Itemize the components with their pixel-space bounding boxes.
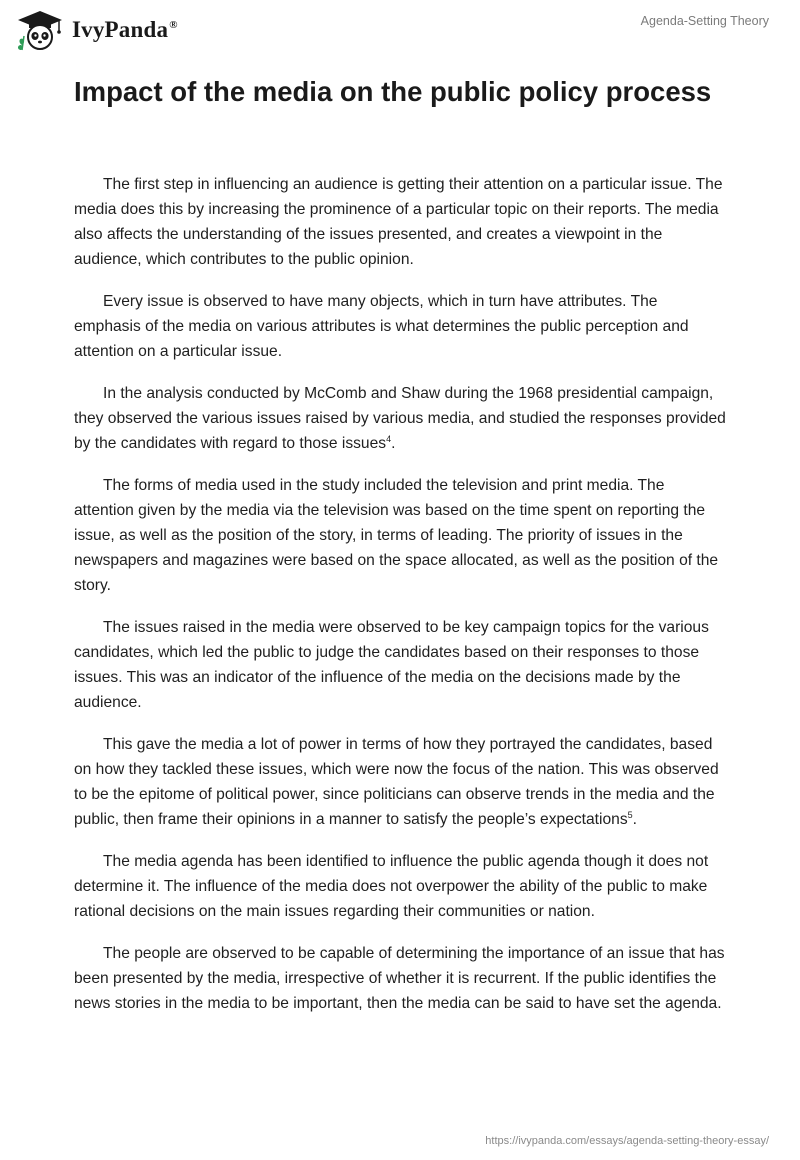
- brand-name: IvyPanda®: [72, 17, 178, 42]
- page-header: [0, 0, 800, 60]
- paragraph: The people are observed to be capable of determining the importance of an issue that has been presented by the media, irrespective of whether it is recurrent. If the public identifies the news stories in the media to be important, then the media can be said to have set the agenda.: [74, 945, 725, 1012]
- paragraph: The issues raised in the media were observed to be key campaign topics for the various candidates, which led the public to judge the candidates based on their responses to those issues. This was an indicator of the influence of the media on the decisions made by the audience.: [74, 619, 709, 711]
- document-title: Agenda-Setting Theory: [640, 14, 769, 28]
- paragraph: This gave the media a lot of power in terms of how they portrayed the candidates, based on how they tackled these issues, which were now the focus of the nation. This was observed to be the epitome of political power, since politicians can observe trends in the media and the public, then frame their opinions in a manner to satisfy the people’s expectations$^5$.: [74, 736, 719, 828]
- paragraph: The forms of media used in the study included the television and print media. The attention given by the media via the television was based on the time spent on reporting the issue, as well as the position of the story, in terms of leading. The priority of issues in the newspapers and magazines were based on the space allocated, as well as the position of the story.: [74, 477, 719, 594]
- footnote-ref[interactable]: 4: [386, 433, 392, 444]
- paragraph: The media agenda has been identified to influence the public agenda though it does not determine it. The influence of the media does not overpower the ability of the public to make rational decisions on the main issues regarding their communities or nation.: [74, 853, 709, 920]
- paragraph: In the analysis conducted by McComb and Shaw during the 1968 presidential campaign, they observed the various issues raised by various media, and studied the responses provided by the candidates with regard to those issues$^4$.: [74, 385, 726, 452]
- paragraph: Every issue is observed to have many objects, which in turn have attributes. The emphasis of the media on various attributes is what determines the public perception and attention on a particular issue.: [74, 293, 689, 360]
- ivypanda-logo[interactable]: [14, 6, 178, 54]
- footnote-ref[interactable]: 5: [627, 809, 633, 820]
- paragraph: The first step in influencing an audience is getting their attention on a particular issue. The media does this by increasing the prominence of a particular topic on their reports. The media also affects the understanding of the issues presented, and creates a viewpoint in the audience, which contributes to the public opinion.: [74, 176, 723, 268]
- section-heading: Impact of the media on the public policy process: [74, 76, 712, 107]
- panda-graduation-cap-icon: [14, 9, 66, 51]
- source-url[interactable]: https://ivypanda.com/essays/agenda-setting-theory-essay/: [485, 1135, 769, 1147]
- article-body: [74, 172, 726, 1033]
